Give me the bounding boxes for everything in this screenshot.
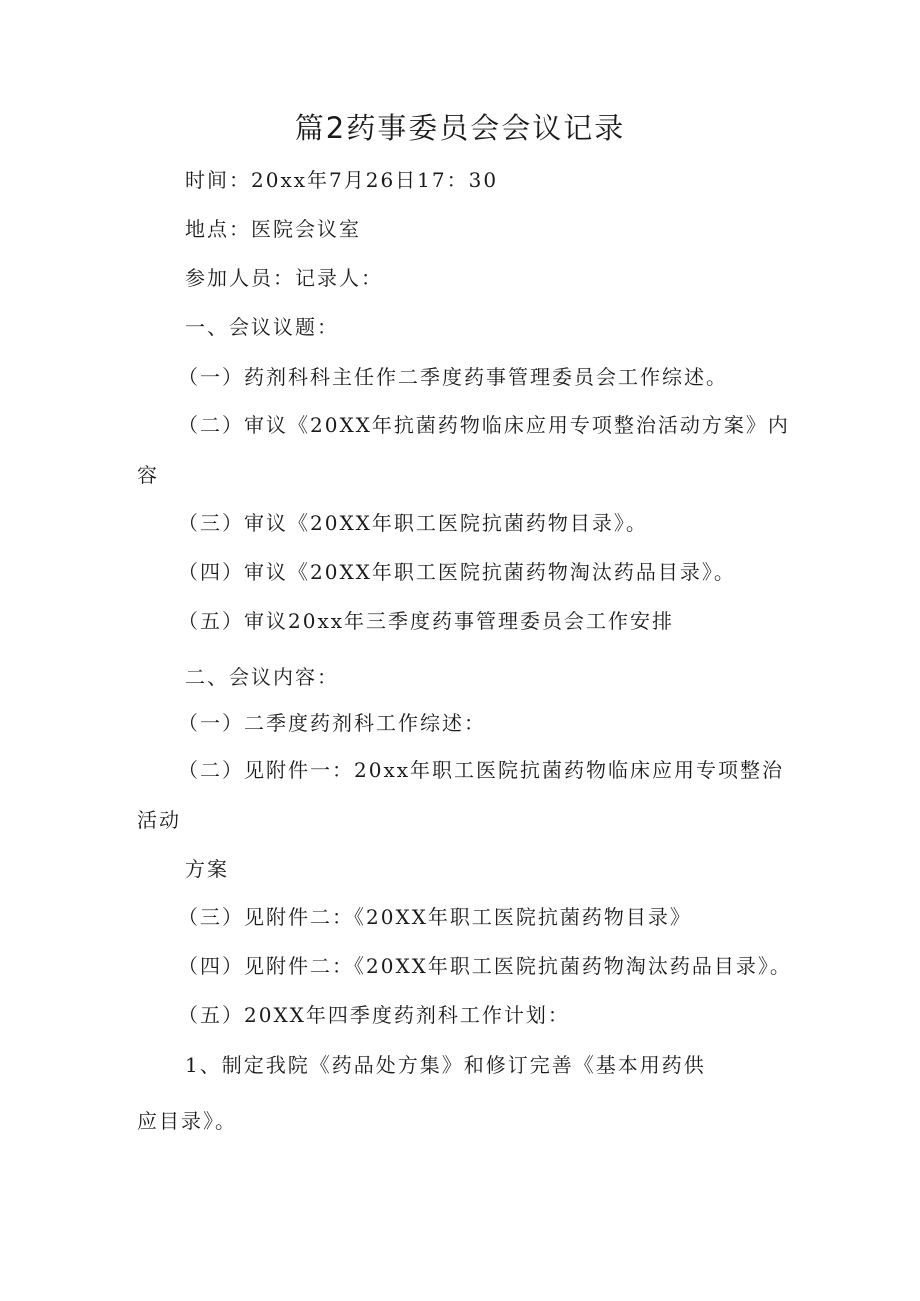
content-item-4: （四）见附件二：《20XX年职工医院抗菌药物淘汰药品目录》。 <box>178 954 792 978</box>
meeting-location: 地点：医院会议室 <box>185 217 361 241</box>
agenda-item-2: （二）审议《20XX年抗菌药物临床应用专项整治活动方案》内 <box>178 413 790 437</box>
content-item-1: （一）二季度药剂科工作综述： <box>178 711 486 735</box>
agenda-item-5: （五）审议20xx年三季度药事管理委员会工作安排 <box>178 609 675 633</box>
section-heading-agenda: 一、会议议题： <box>185 315 339 339</box>
document-title: 篇2药事委员会会议记录 <box>294 111 626 145</box>
content-item-3: （三）见附件二：《20XX年职工医院抗菌药物目录》 <box>178 905 692 929</box>
content-item-2-continued: 活动 <box>137 808 181 832</box>
content-item-5: （五）20XX年四季度药剂科工作计划： <box>178 1003 570 1027</box>
section-heading-content: 二、会议内容： <box>185 665 339 689</box>
agenda-item-3: （三）审议《20XX年职工医院抗菌药物目录》。 <box>178 511 648 535</box>
content-item-2-continued-2: 方案 <box>185 857 229 881</box>
plan-item-1: 1、制定我院《药品处方集》和修订完善《基本用药供 <box>185 1053 706 1077</box>
plan-item-1-continued: 应目录》。 <box>137 1109 237 1133</box>
agenda-item-2-continued: 容 <box>137 463 159 487</box>
attendees-recorder: 参加人员：记录人： <box>185 266 383 290</box>
agenda-item-1: （一）药剂科科主任作二季度药事管理委员会工作综述。 <box>178 365 728 389</box>
meeting-time: 时间：20xx年7月26日17：30 <box>185 168 499 192</box>
content-item-2: （二）见附件一：20xx年职工医院抗菌药物临床应用专项整治 <box>178 758 785 782</box>
agenda-item-4: （四）审议《20XX年职工医院抗菌药物淘汰药品目录》。 <box>178 560 736 584</box>
